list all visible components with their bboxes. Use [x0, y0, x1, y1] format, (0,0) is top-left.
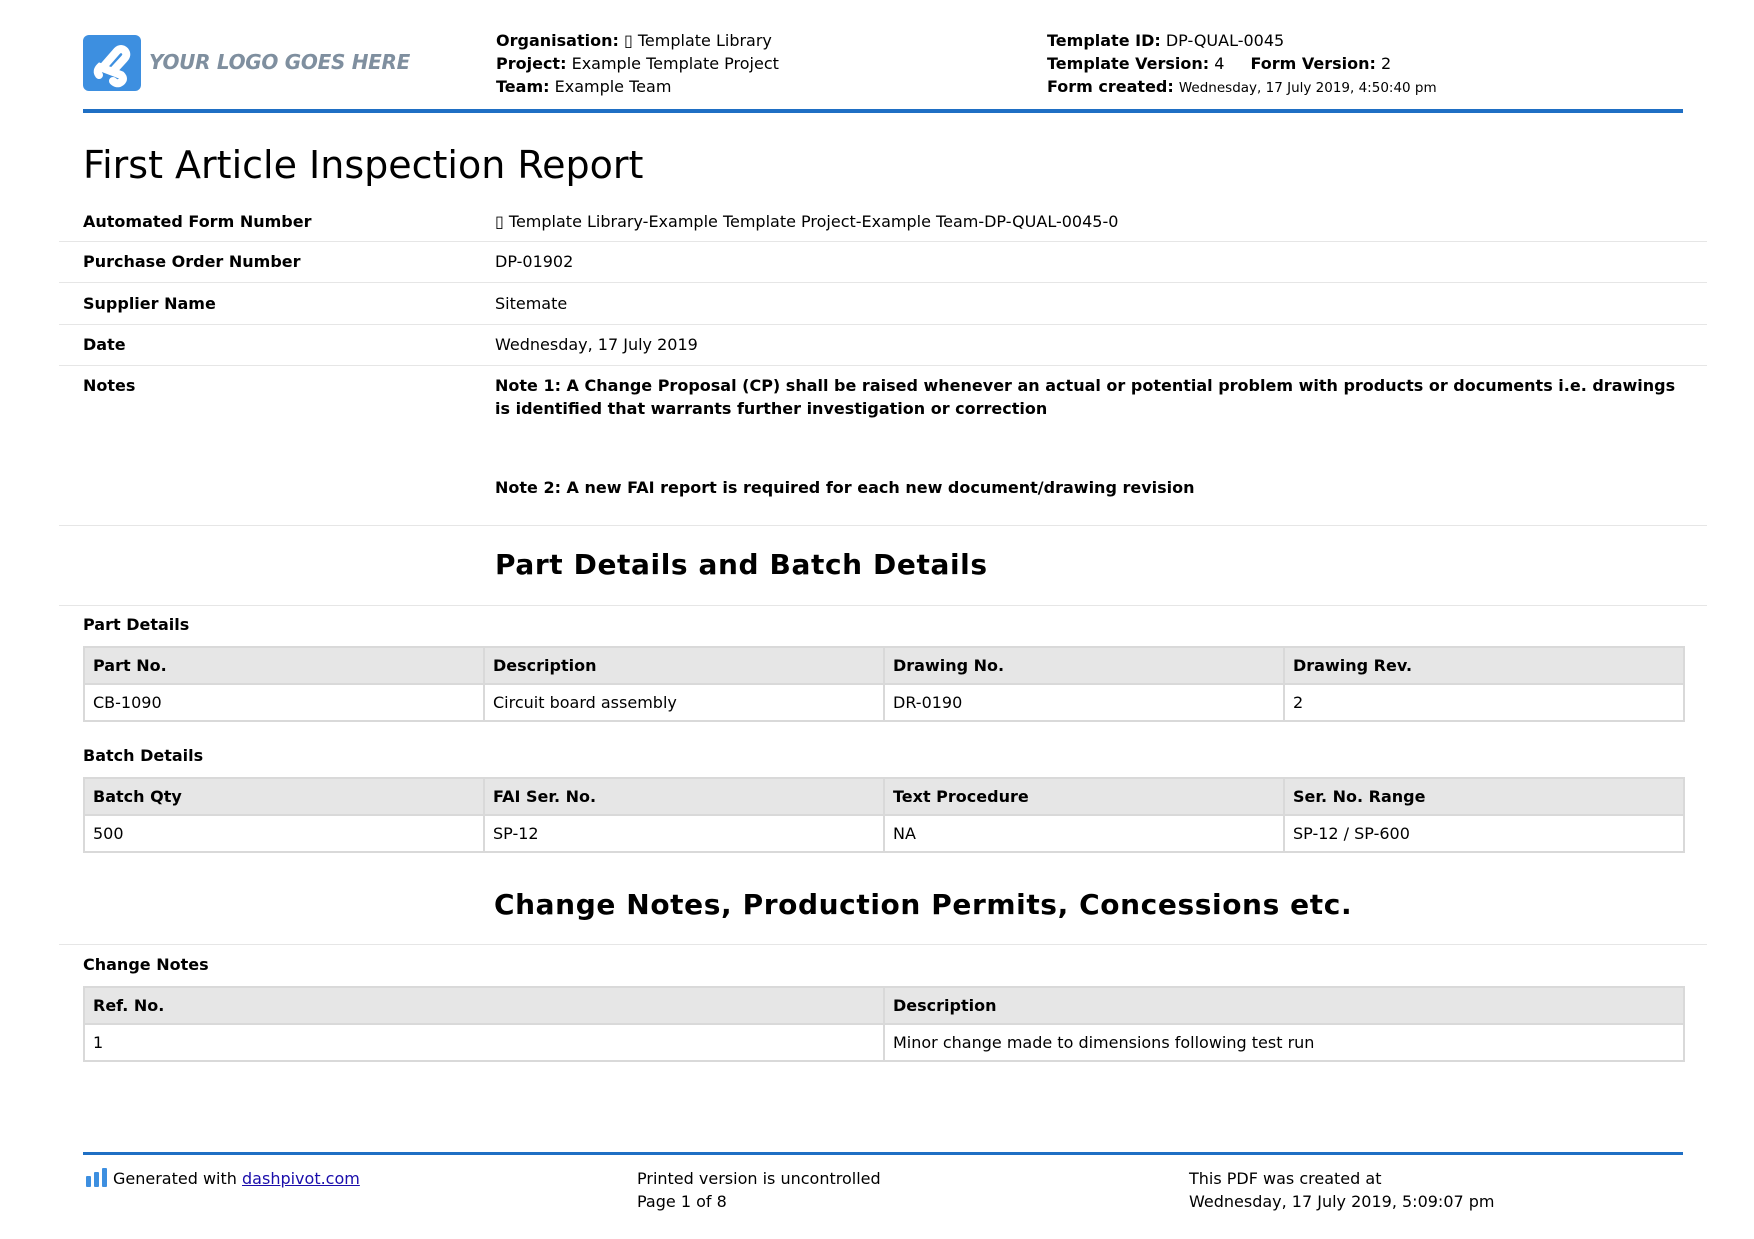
header-meta-right	[1047, 29, 1437, 100]
row-divider	[59, 241, 1707, 242]
logo-mark-icon	[83, 35, 141, 91]
table-cell: CB-1090	[84, 684, 484, 721]
supplier-label: Supplier Name	[83, 294, 216, 313]
table-cell: 1	[84, 1024, 884, 1061]
column-header: Ref. No.	[84, 987, 884, 1024]
form-number-label: Automated Form Number	[83, 212, 312, 231]
table-cell: 500	[84, 815, 484, 852]
project-line	[496, 52, 779, 75]
table-cell: DR-0190	[884, 684, 1284, 721]
part-details-table	[83, 646, 1685, 722]
form-created-label: Form created:	[1047, 77, 1174, 96]
form-created-line	[1047, 75, 1437, 100]
column-header: Text Procedure	[884, 778, 1284, 815]
table-cell: SP-12	[484, 815, 884, 852]
row-divider	[59, 365, 1707, 366]
table-header-row	[84, 778, 1684, 815]
section-heading-part-batch: Part Details and Batch Details	[495, 548, 988, 581]
column-header: FAI Ser. No.	[484, 778, 884, 815]
template-id-line	[1047, 29, 1437, 52]
column-header: Drawing No.	[884, 647, 1284, 684]
table-row	[84, 815, 1684, 852]
column-header: Description	[484, 647, 884, 684]
date-value: Wednesday, 17 July 2019	[495, 335, 698, 354]
table-cell: Minor change made to dimensions following test run	[884, 1024, 1684, 1061]
footer-generated	[85, 1167, 360, 1190]
header-divider	[83, 109, 1683, 113]
column-header: Ser. No. Range	[1284, 778, 1684, 815]
batch-details-table	[83, 777, 1685, 853]
page-number: Page 1 of 8	[637, 1192, 727, 1211]
pdf-created-label: This PDF was created at	[1189, 1169, 1382, 1188]
company-logo	[83, 35, 141, 91]
row-divider	[59, 605, 1707, 606]
footer-divider	[83, 1152, 1683, 1155]
form-number-value	[495, 212, 1118, 231]
form-created-value: Wednesday, 17 July 2019, 4:50:40 pm	[1178, 80, 1437, 96]
column-header: Drawing Rev.	[1284, 647, 1684, 684]
column-header: Batch Qty	[84, 778, 484, 815]
row-divider	[59, 525, 1707, 526]
row-divider	[59, 944, 1707, 945]
header-meta-left	[496, 29, 779, 98]
generated-prefix: Generated with	[113, 1169, 237, 1188]
organisation-line	[496, 29, 779, 52]
row-divider	[59, 282, 1707, 283]
table-cell: Circuit board assembly	[484, 684, 884, 721]
section-heading-change-notes: Change Notes, Production Permits, Concessions etc.	[494, 888, 1353, 921]
template-version-value: 4	[1214, 54, 1225, 73]
form-version-label: Form Version:	[1250, 54, 1376, 73]
table-header-row	[84, 647, 1684, 684]
dashpivot-link[interactable]: dashpivot.com	[242, 1169, 360, 1188]
change-notes-table	[83, 986, 1685, 1062]
table-header-row	[84, 987, 1684, 1024]
supplier-value: Sitemate	[495, 294, 568, 313]
page-title: First Article Inspection Report	[83, 143, 644, 187]
table-cell: SP-12 / SP-600	[1284, 815, 1684, 852]
team-label: Team:	[496, 77, 550, 96]
project-label: Project:	[496, 54, 567, 73]
table-cell: 2	[1284, 684, 1684, 721]
table-cell: NA	[884, 815, 1284, 852]
form-version-value: 2	[1380, 54, 1392, 73]
template-id-value: DP-QUAL-0045	[1165, 31, 1285, 50]
part-details-label: Part Details	[83, 615, 190, 634]
note-2: Note 2: A new FAI report is required for each new document/drawing revision	[495, 478, 1195, 497]
organisation-label: Organisation:	[496, 31, 619, 50]
project-value: Example Template Project	[571, 54, 779, 73]
footer-center	[637, 1167, 881, 1213]
team-value: Example Team	[554, 77, 672, 96]
template-id-label: Template ID:	[1047, 31, 1161, 50]
form-number-text: Template Library-Example Template Project-Example Team-DP-QUAL-0045-0	[508, 212, 1119, 231]
pdf-created-value: Wednesday, 17 July 2019, 5:09:07 pm	[1189, 1192, 1495, 1211]
template-version-label: Template Version:	[1047, 54, 1210, 73]
printed-notice: Printed version is uncontrolled	[637, 1169, 881, 1188]
change-notes-label: Change Notes	[83, 955, 209, 974]
column-header: Description	[884, 987, 1684, 1024]
team-line	[496, 75, 779, 98]
column-header: Part No.	[84, 647, 484, 684]
row-divider	[59, 324, 1707, 325]
org-icon: ▯	[495, 212, 504, 231]
footer-right	[1189, 1167, 1495, 1213]
po-label: Purchase Order Number	[83, 252, 301, 271]
table-row	[84, 684, 1684, 721]
organisation-value: Template Library	[637, 31, 772, 50]
org-icon: ▯	[623, 31, 633, 50]
version-line	[1047, 52, 1437, 75]
date-label: Date	[83, 335, 126, 354]
batch-details-label: Batch Details	[83, 746, 204, 765]
bar-chart-icon	[85, 1167, 109, 1187]
note-1: Note 1: A Change Proposal (CP) shall be raised whenever an actual or potential problem with products or documents i.e. drawings is identified that warrants further investigation or correction	[495, 376, 1676, 418]
notes-label: Notes	[83, 376, 136, 395]
logo-placeholder-text: YOUR LOGO GOES HERE	[149, 50, 410, 74]
table-row	[84, 1024, 1684, 1061]
po-value: DP-01902	[495, 252, 574, 271]
